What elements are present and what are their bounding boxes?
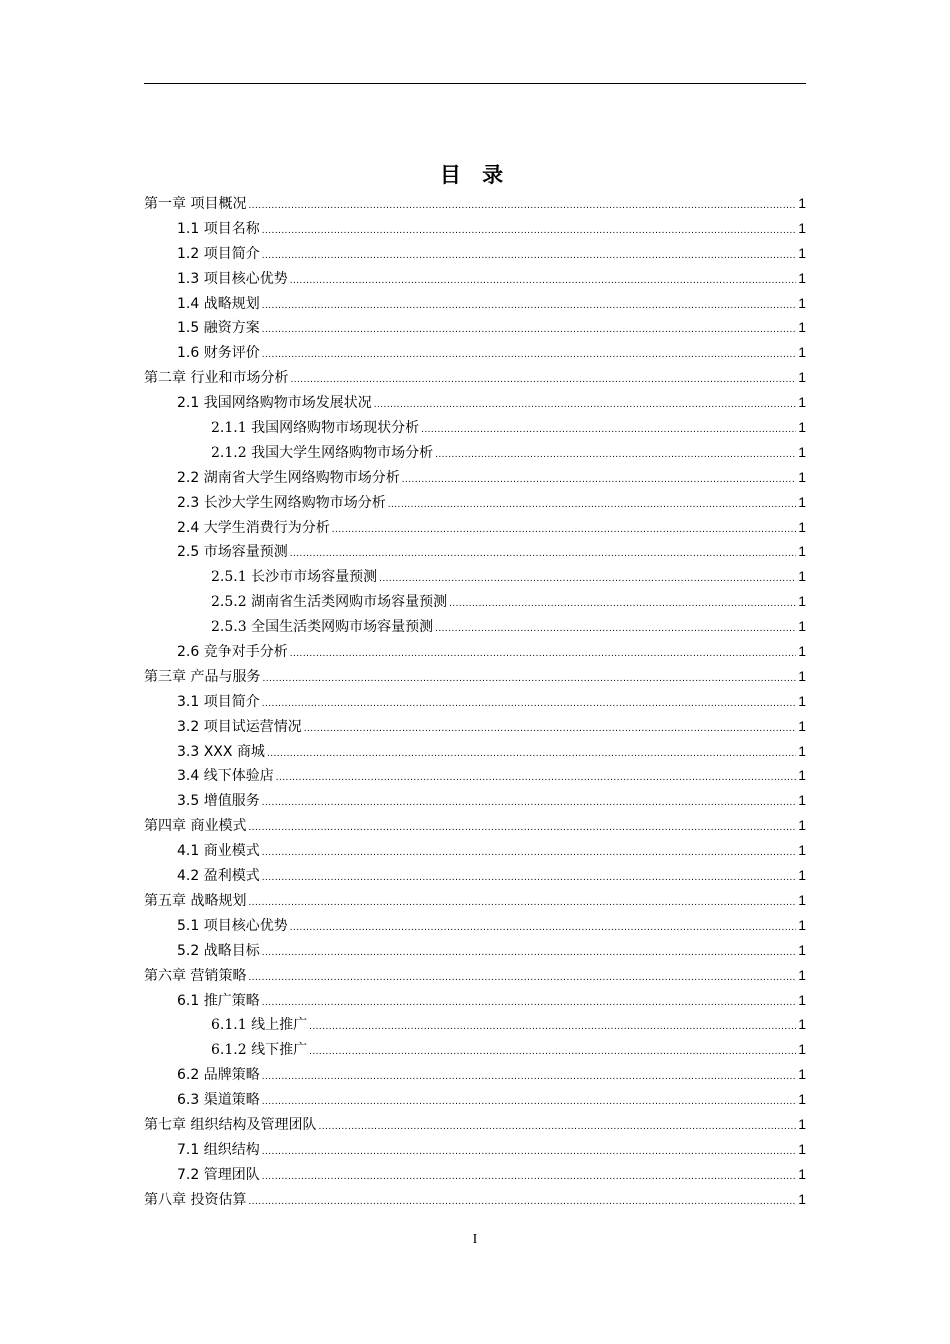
toc-entry-label: 2.5.2 湖南省生活类网购市场容量预测 bbox=[211, 594, 448, 611]
toc-entry-page: 1 bbox=[798, 817, 806, 834]
page-number: I bbox=[472, 1232, 478, 1247]
toc-entry-label: 3.5 增值服务 bbox=[177, 793, 260, 810]
toc-entry-label: 2.6 竞争对手分析 bbox=[177, 644, 288, 661]
toc-entry-label: 第八章 投资估算 bbox=[144, 1191, 247, 1208]
toc-entry-page: 1 bbox=[798, 294, 806, 311]
toc-entry[interactable] bbox=[144, 315, 806, 340]
toc-entry[interactable] bbox=[144, 216, 806, 241]
toc-entry-page: 1 bbox=[798, 1140, 806, 1157]
toc-dot-leader bbox=[309, 1015, 796, 1040]
toc-entry[interactable] bbox=[144, 913, 806, 938]
toc-entry-page: 1 bbox=[798, 1041, 806, 1058]
toc-entry-label: 1.3 项目核心优势 bbox=[177, 270, 288, 287]
toc-entry[interactable] bbox=[144, 714, 806, 739]
toc-entry-label: 3.1 项目简介 bbox=[177, 693, 260, 710]
toc-entry-page: 1 bbox=[798, 643, 806, 660]
toc-entry[interactable] bbox=[144, 938, 806, 963]
toc-dot-leader bbox=[435, 617, 796, 642]
toc-entry-page: 1 bbox=[798, 941, 806, 958]
toc-entry-page: 1 bbox=[798, 916, 806, 933]
toc-entry-page: 1 bbox=[798, 443, 806, 460]
toc-entry-label: 第一章 项目概况 bbox=[144, 196, 247, 212]
toc-entry-label: 2.2 湖南省大学生网络购物市场分析 bbox=[177, 469, 400, 486]
toc-entry-page: 1 bbox=[798, 966, 806, 983]
toc-dot-leader bbox=[290, 269, 796, 294]
toc-dot-leader bbox=[388, 493, 796, 518]
toc-dot-leader bbox=[262, 1140, 796, 1165]
toc-entry[interactable] bbox=[144, 689, 806, 714]
toc-dot-leader bbox=[262, 1065, 796, 1090]
toc-entry-page: 1 bbox=[798, 767, 806, 784]
toc-entry-label: 第四章 商业模式 bbox=[144, 818, 247, 835]
toc-entry-label: 5.1 项目核心优势 bbox=[177, 917, 288, 934]
toc-entry-page: 1 bbox=[798, 593, 806, 610]
toc-entry-page: 1 bbox=[798, 867, 806, 884]
toc-entry[interactable] bbox=[144, 1062, 806, 1087]
toc-entry-label: 6.3 渠道策略 bbox=[177, 1092, 260, 1109]
toc-entry-page: 1 bbox=[798, 692, 806, 709]
toc-entry[interactable] bbox=[144, 515, 806, 540]
toc-entry[interactable] bbox=[144, 763, 806, 788]
toc-entry-page: 1 bbox=[798, 518, 806, 535]
toc-entry-label: 6.1 推广策略 bbox=[177, 992, 260, 1009]
toc-entry-page: 1 bbox=[798, 493, 806, 510]
toc-dot-leader bbox=[248, 1190, 796, 1215]
toc-entry-page: 1 bbox=[798, 842, 806, 859]
toc-dot-leader bbox=[262, 866, 796, 891]
toc-entry[interactable] bbox=[144, 963, 806, 988]
toc-entry[interactable] bbox=[144, 1187, 806, 1212]
toc-entry-label: 第五章 战略规划 bbox=[144, 892, 247, 909]
toc-dot-leader bbox=[374, 393, 796, 418]
toc-title: 目 录 bbox=[439, 163, 511, 187]
toc-entry[interactable] bbox=[144, 813, 806, 838]
toc-entry-page: 1 bbox=[798, 369, 806, 386]
toc-entry[interactable] bbox=[144, 1087, 806, 1112]
toc-entry[interactable] bbox=[144, 390, 806, 415]
toc-entry-page: 1 bbox=[798, 344, 806, 361]
toc-entry-label: 7.1 组织结构 bbox=[177, 1141, 260, 1158]
toc-dot-leader bbox=[276, 766, 796, 791]
toc-entry-label: 2.5 市场容量预测 bbox=[177, 544, 288, 561]
toc-dot-leader bbox=[262, 294, 796, 319]
toc-entry-page: 1 bbox=[798, 742, 806, 759]
toc-entry-page: 1 bbox=[798, 792, 806, 809]
toc-entry-page: 1 bbox=[798, 244, 806, 261]
toc-entry-label: 2.1.1 我国网络购物市场现状分析 bbox=[211, 420, 420, 437]
toc-entry[interactable] bbox=[144, 838, 806, 863]
toc-entry-label: 第三章 产品与服务 bbox=[144, 668, 261, 685]
toc-entry-label: 7.2 管理团队 bbox=[177, 1166, 260, 1183]
toc-dot-leader bbox=[290, 642, 796, 667]
toc-entry-label: 第二章 行业和市场分析 bbox=[144, 370, 289, 387]
toc-entry-label: 2.5.1 长沙市市场容量预测 bbox=[211, 569, 378, 586]
toc-entry[interactable] bbox=[144, 191, 806, 216]
toc-entry[interactable] bbox=[144, 490, 806, 515]
toc-dot-leader bbox=[332, 518, 796, 543]
toc-entry-page: 1 bbox=[798, 195, 806, 211]
toc-entry-label: 1.1 项目名称 bbox=[177, 220, 260, 237]
toc-dot-leader bbox=[290, 368, 796, 393]
toc-entry-page: 1 bbox=[798, 891, 806, 908]
toc-entry-label: 第七章 组织结构及管理团队 bbox=[144, 1116, 317, 1133]
toc-entry-page: 1 bbox=[798, 269, 806, 286]
toc-entry-page: 1 bbox=[798, 1016, 806, 1033]
toc-entry[interactable] bbox=[144, 365, 806, 390]
toc-dot-leader bbox=[304, 717, 796, 742]
toc-entry-page: 1 bbox=[798, 419, 806, 436]
toc-entry[interactable] bbox=[144, 589, 806, 614]
toc-entry[interactable] bbox=[144, 1162, 806, 1187]
toc-dot-leader bbox=[309, 1040, 796, 1065]
toc-entry[interactable] bbox=[144, 1037, 806, 1062]
toc-entry-label: 第六章 营销策略 bbox=[144, 967, 247, 984]
toc-entry-page: 1 bbox=[798, 543, 806, 560]
toc-dot-leader bbox=[262, 841, 796, 866]
toc-dot-leader bbox=[248, 194, 796, 219]
toc-entry-page: 1 bbox=[798, 991, 806, 1008]
toc-entry-label: 4.1 商业模式 bbox=[177, 843, 260, 860]
toc-entry-label: 1.2 项目简介 bbox=[177, 245, 260, 262]
toc-entry[interactable] bbox=[144, 1137, 806, 1162]
toc-dot-leader bbox=[435, 443, 796, 468]
toc-dot-leader bbox=[290, 542, 796, 567]
toc-entry-label: 2.3 长沙大学生网络购物市场分析 bbox=[177, 494, 386, 511]
toc-entry-label: 4.2 盈利模式 bbox=[177, 868, 260, 885]
toc-dot-leader bbox=[379, 567, 796, 592]
toc-entry[interactable] bbox=[144, 788, 806, 813]
toc-entry-label: 2.4 大学生消费行为分析 bbox=[177, 519, 330, 536]
toc-entry-page: 1 bbox=[798, 1190, 806, 1207]
toc-entry-page: 1 bbox=[798, 667, 806, 684]
toc-dot-leader bbox=[421, 418, 796, 443]
toc-entry-label: 1.4 战略规划 bbox=[177, 295, 260, 312]
toc-entry-label: 1.5 融资方案 bbox=[177, 320, 260, 337]
toc-entry[interactable] bbox=[144, 1012, 806, 1037]
toc-entry-label: 3.4 线下体验店 bbox=[177, 768, 274, 785]
toc-dot-leader bbox=[262, 991, 796, 1016]
toc-dot-leader bbox=[262, 244, 796, 269]
toc-entry[interactable] bbox=[144, 1112, 806, 1137]
toc-entry[interactable] bbox=[144, 241, 806, 266]
toc-dot-leader bbox=[262, 318, 796, 343]
toc-dot-leader bbox=[262, 1090, 796, 1115]
toc-entry[interactable] bbox=[144, 440, 806, 465]
toc-entry-page: 1 bbox=[798, 394, 806, 411]
toc-entry-page: 1 bbox=[798, 468, 806, 485]
toc-dot-leader bbox=[248, 891, 796, 916]
toc-list bbox=[144, 191, 806, 1212]
toc-dot-leader bbox=[262, 791, 796, 816]
toc-entry-label: 1.6 财务评价 bbox=[177, 345, 260, 362]
toc-entry-label: 6.1.2 线下推广 bbox=[211, 1042, 308, 1059]
toc-dot-leader bbox=[262, 219, 796, 244]
toc-dot-leader bbox=[402, 468, 796, 493]
toc-entry[interactable] bbox=[144, 863, 806, 888]
toc-entry[interactable] bbox=[144, 340, 806, 365]
toc-dot-leader bbox=[262, 692, 796, 717]
toc-entry[interactable] bbox=[144, 888, 806, 913]
toc-entry-label: 3.3 XXX 商城 bbox=[177, 743, 265, 760]
toc-entry-page: 1 bbox=[798, 219, 806, 236]
toc-entry[interactable] bbox=[144, 614, 806, 639]
toc-entry[interactable] bbox=[144, 639, 806, 664]
toc-dot-leader bbox=[262, 1165, 796, 1190]
toc-dot-leader bbox=[262, 667, 796, 692]
toc-entry-label: 2.5.3 全国生活类网购市场容量预测 bbox=[211, 619, 434, 636]
toc-entry-page: 1 bbox=[798, 319, 806, 336]
toc-dot-leader bbox=[248, 816, 796, 841]
toc-entry-label: 6.1.1 线上推广 bbox=[211, 1017, 308, 1034]
toc-entry-page: 1 bbox=[798, 717, 806, 734]
toc-entry[interactable] bbox=[144, 465, 806, 490]
toc-entry-page: 1 bbox=[798, 1091, 806, 1108]
toc-dot-leader bbox=[262, 343, 796, 368]
toc-entry[interactable] bbox=[144, 291, 806, 316]
toc-entry-page: 1 bbox=[798, 1066, 806, 1083]
toc-entry-page: 1 bbox=[798, 618, 806, 635]
toc-entry[interactable] bbox=[144, 266, 806, 291]
header-rule bbox=[144, 83, 806, 84]
toc-dot-leader bbox=[267, 742, 796, 767]
toc-entry-page: 1 bbox=[798, 1115, 806, 1132]
toc-entry-page: 1 bbox=[798, 1165, 806, 1182]
toc-entry[interactable] bbox=[144, 564, 806, 589]
toc-entry-page: 1 bbox=[798, 568, 806, 585]
toc-entry[interactable] bbox=[144, 739, 806, 764]
toc-entry[interactable] bbox=[144, 539, 806, 564]
toc-dot-leader bbox=[449, 592, 796, 617]
toc-entry-label: 6.2 品牌策略 bbox=[177, 1067, 260, 1084]
toc-entry[interactable] bbox=[144, 664, 806, 689]
toc-entry-label: 5.2 战略目标 bbox=[177, 942, 260, 959]
toc-entry-label: 2.1 我国网络购物市场发展状况 bbox=[177, 395, 372, 412]
toc-dot-leader bbox=[248, 966, 796, 991]
toc-entry[interactable] bbox=[144, 415, 806, 440]
toc-entry[interactable] bbox=[144, 988, 806, 1013]
toc-dot-leader bbox=[262, 941, 796, 966]
toc-dot-leader bbox=[318, 1115, 796, 1140]
toc-entry-label: 3.2 项目试运营情况 bbox=[177, 718, 302, 735]
toc-dot-leader bbox=[290, 916, 796, 941]
toc-entry-label: 2.1.2 我国大学生网络购物市场分析 bbox=[211, 444, 434, 461]
